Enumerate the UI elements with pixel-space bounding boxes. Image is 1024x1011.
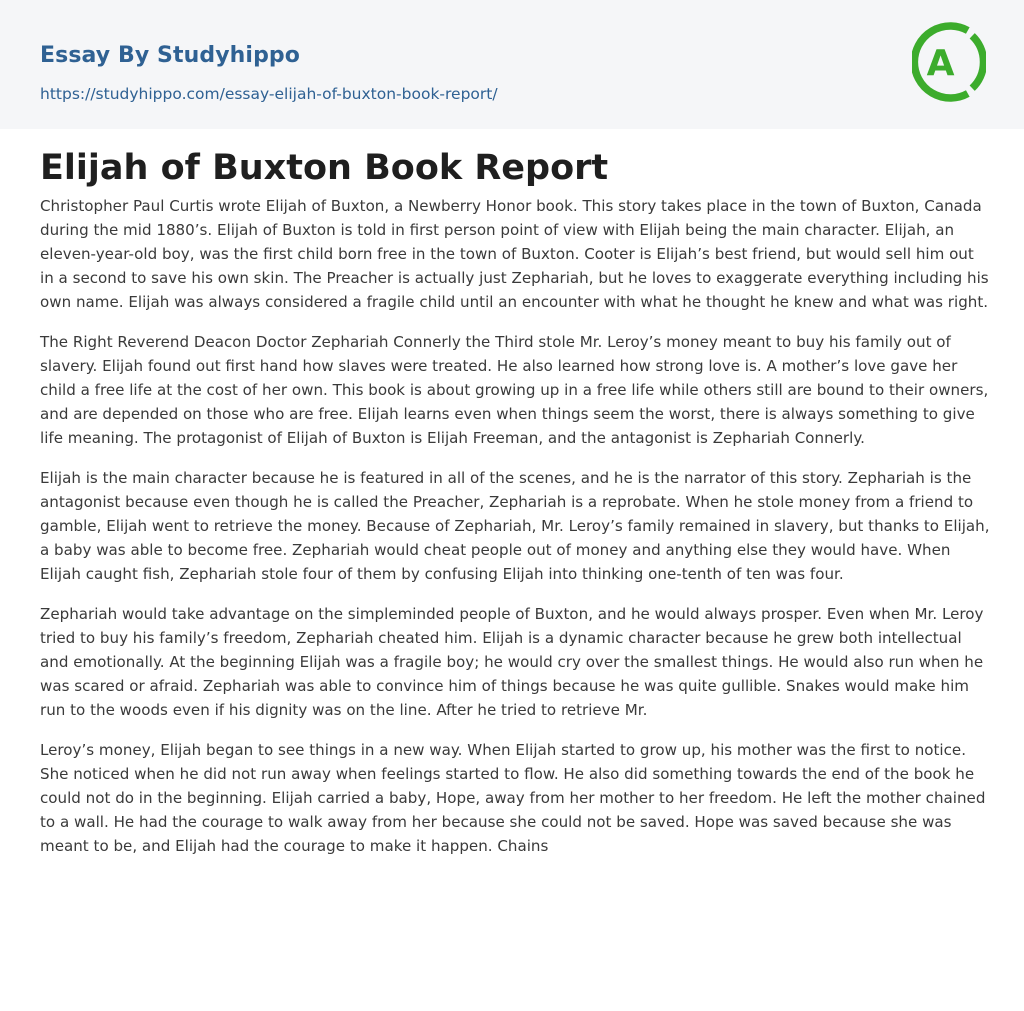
brand-title[interactable]: Essay By Studyhippo xyxy=(40,43,300,68)
article xyxy=(40,129,990,874)
logo-letter: A xyxy=(926,43,955,84)
essay-paragraph-1: Christopher Paul Curtis wrote Elijah of Buxton, a Newberry Honor book. This story takes place in the town of Buxton, Canada during the mid 1880’s. Elijah of Buxton is told in first person point of view with Elijah being the main character. Elijah, an eleven-year-old boy, was the first child born free in the town of Buxton. Cooter is Elijah’s best friend, but would sell him out in a second to save his own skin. The Preacher is actually just Zephariah, but he loves to exaggerate everything including his own name. Elijah was always considered a fragile child until an encounter with what he thought he knew and what was right. xyxy=(40,197,989,311)
essay-paragraph-3: Elijah is the main character because he is featured in all of the scenes, and he is the narrator of this story. Zephariah is the antagonist because even though he is called the Preacher, Zephariah is a reprobate. When he stole money from a friend to gamble, Elijah went to retrieve the money. Because of Zephariah, Mr. Leroy’s family remained in slavery, but thanks to Elijah, a baby was able to become free. Zephariah would cheat people out of money and anything else they would have. When Elijah caught fish, Zephariah stole four of them by confusing Elijah into thinking one-tenth of ten was four. xyxy=(40,469,990,583)
site-header xyxy=(0,0,1024,129)
essay-paragraph-4: Zephariah would take advantage on the simpleminded people of Buxton, and he would always prosper. Even when Mr. Leroy tried to buy his family’s freedom, Zephariah cheated him. Elijah is a dynamic character because he grew both intellectual and emotionally. At the beginning Elijah was a fragile boy; he would cry over the smallest things. He would also run when he was scared or afraid. Zephariah was able to convince him of things because he was quite gullible. Snakes would make him run to the woods even if his dignity was on the line. After he tried to retrieve Mr. xyxy=(40,605,984,719)
essay-paragraph-2: The Right Reverend Deacon Doctor Zephariah Connerly the Third stole Mr. Leroy’s money meant to buy his family out of slavery. Elijah found out first hand how slaves were treated. He also learned how strong love is. A mother’s love gave her child a free life at the cost of her own. This book is about growing up in a free life while others still are bound to their owners, and are depended on those who are free. Elijah learns even when things seem the worst, there is always something to give life meaning. The protagonist of Elijah of Buxton is Elijah Freeman, and the antagonist is Zephariah Connerly. xyxy=(40,333,989,447)
page-title: Elijah of Buxton Book Report xyxy=(40,148,609,188)
essay-url-link[interactable]: https://studyhippo.com/essay-elijah-of-buxton-book-report/ xyxy=(40,85,498,103)
studyhippo-a-logo-icon[interactable] xyxy=(912,19,986,105)
essay-paragraph-5: Leroy’s money, Elijah began to see things in a new way. When Elijah started to grow up, his mother was the first to notice. She noticed when he did not run away when feelings started to flow. He also did something towards the end of the book he could not do in the beginning. Elijah carried a baby, Hope, away from her mother to her freedom. He left the mother chained to a wall. He had the courage to walk away from her because she could not be saved. Hope was saved because she was meant to be, and Elijah had the courage to make it happen. Chains xyxy=(40,741,986,855)
